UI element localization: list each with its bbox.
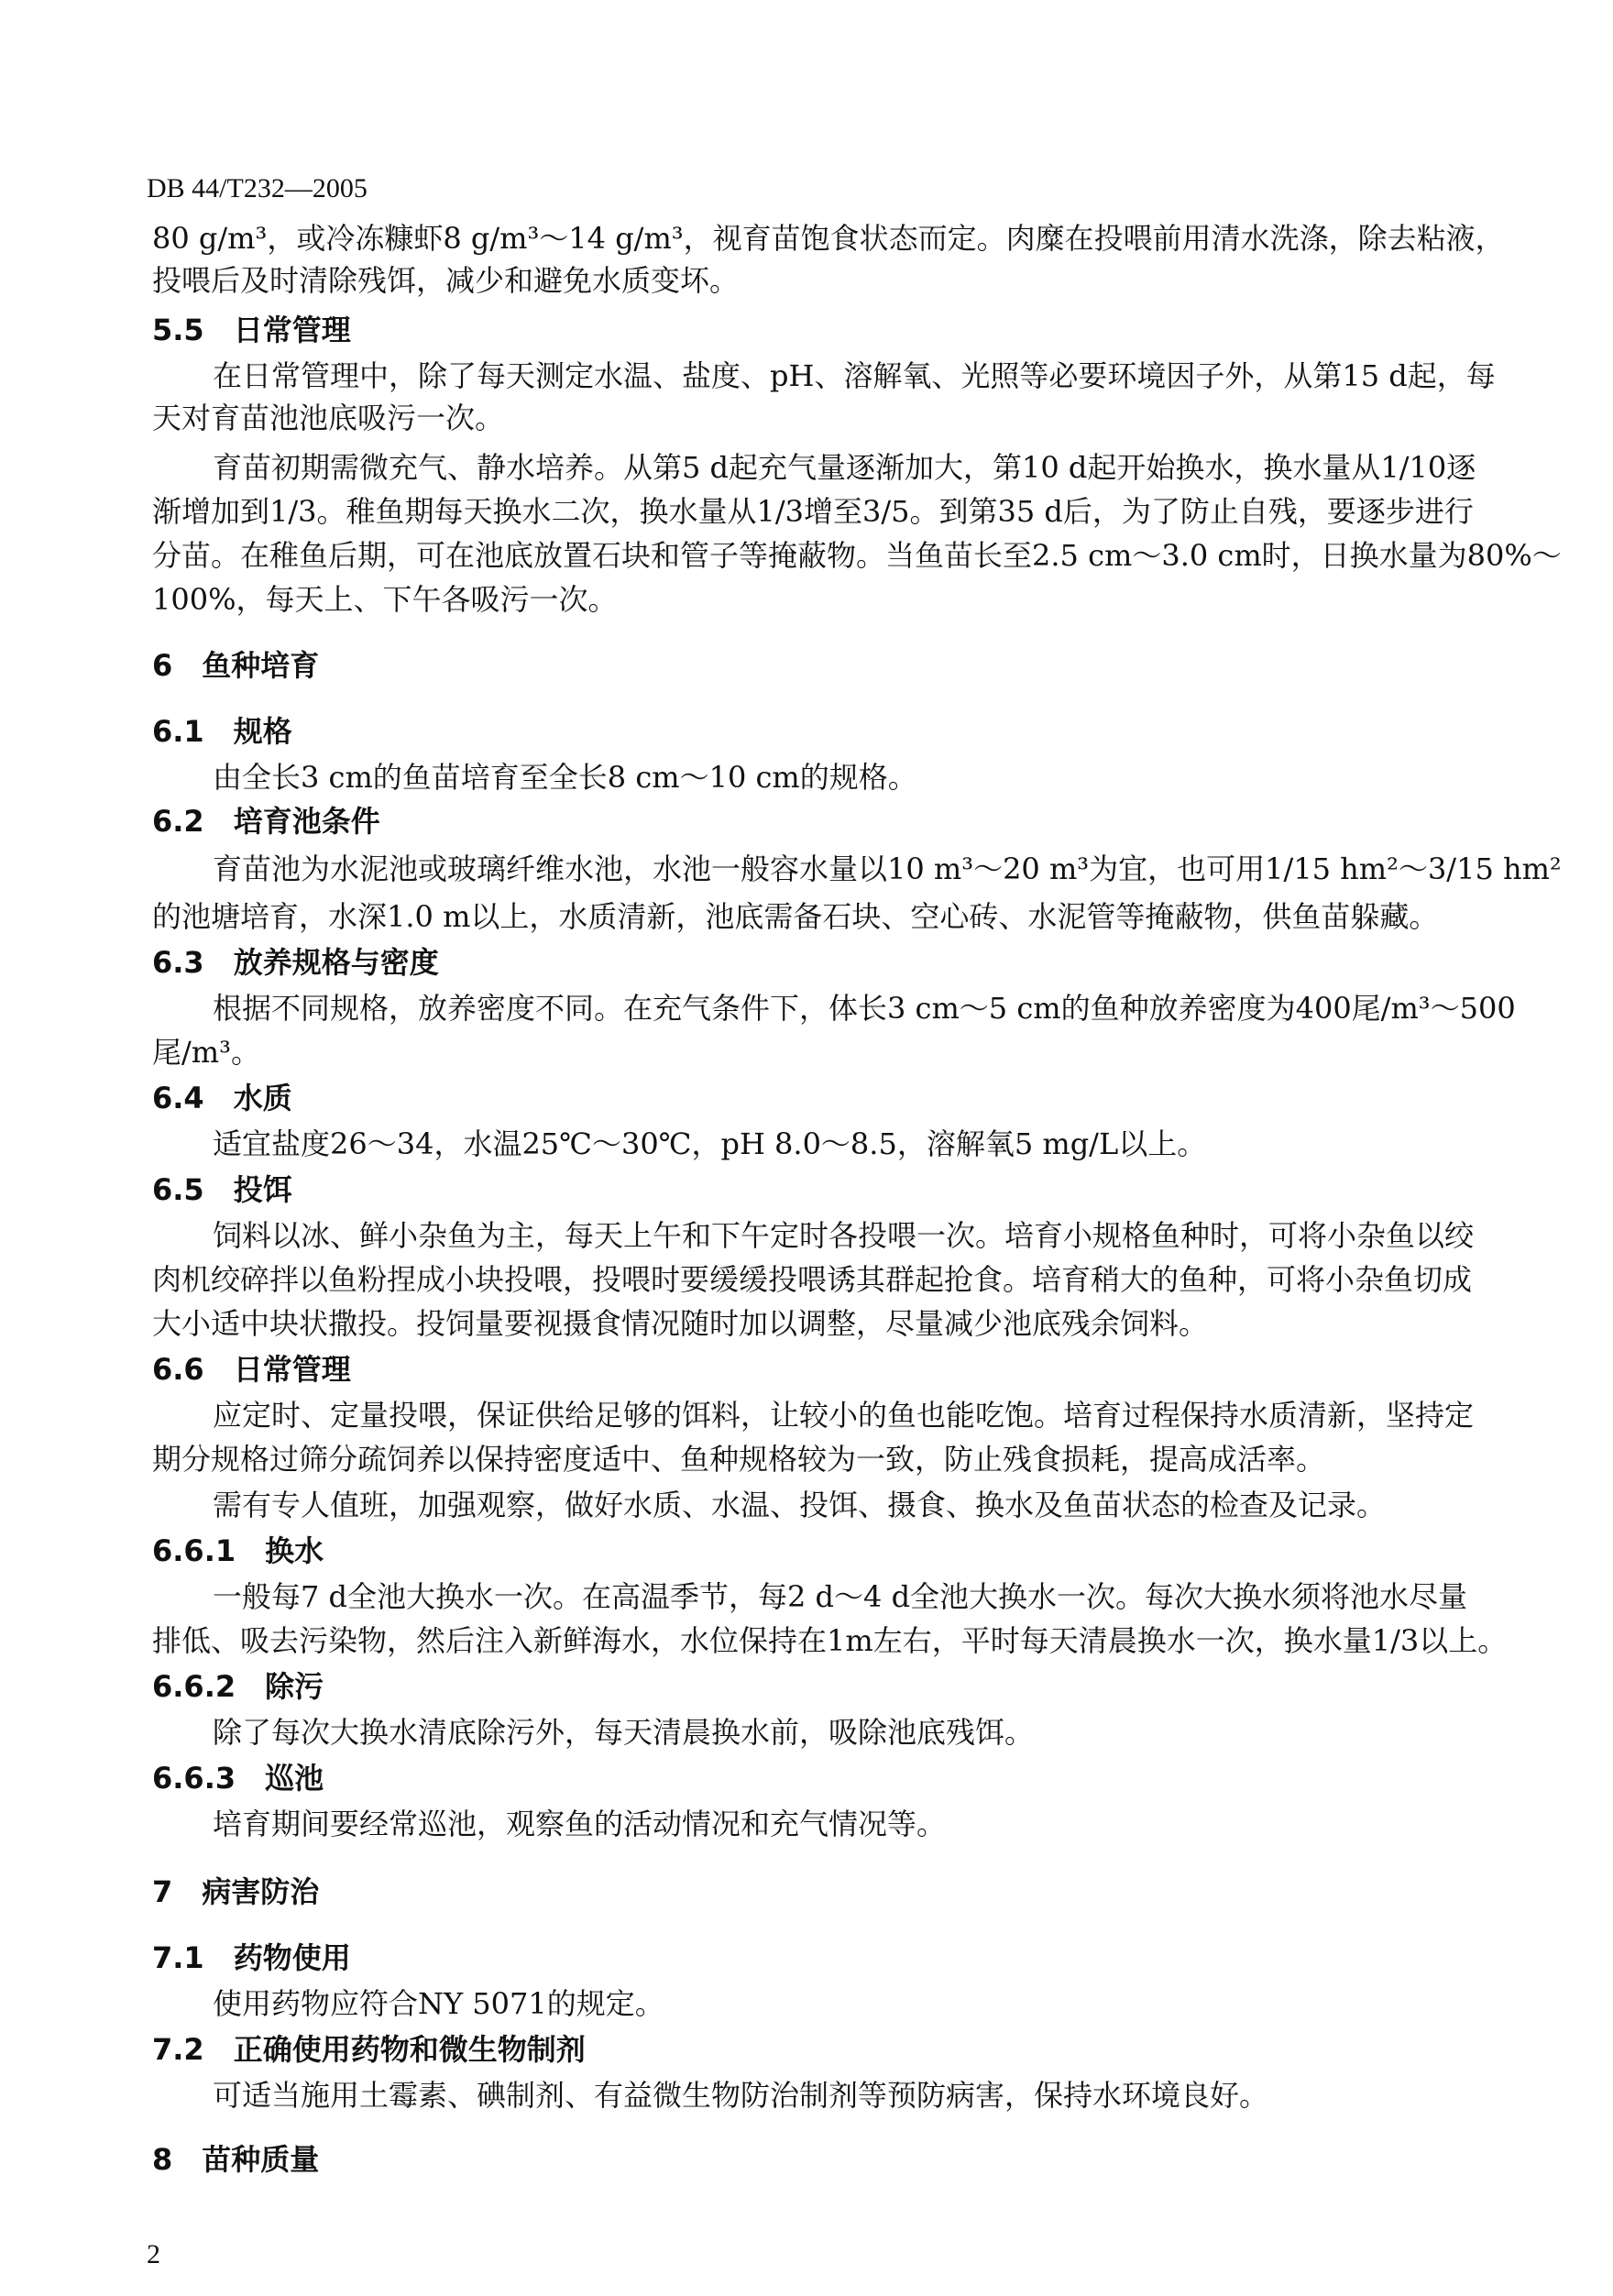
section-heading-6-5: 6.5 投饵 [152,1172,292,1207]
section-heading-6-3: 6.3 放养规格与密度 [152,945,439,980]
paragraph-line: 育苗初期需微充气、静水培养。从第5 d起充气量逐渐加大，第10 d起开始换水，换水量从1/10逐 [213,450,1476,485]
paragraph-line: 除了每次大换水清底除污外，每天清晨换水前，吸除池底残饵。 [213,1715,1035,1750]
paragraph-line: 根据不同规格，放养密度不同。在充气条件下，体长3 cm～5 cm的鱼种放养密度为400尾/m³～500 [213,991,1516,1026]
paragraph-line: 应定时、定量投喂，保证供给足够的饵料，让较小的鱼也能吃饱。培育过程保持水质清新，坚持定 [213,1398,1475,1433]
paragraph-line: 分苗。在稚鱼后期，可在池底放置石块和管子等掩蔽物。当鱼苗长至2.5 cm～3.0 cm时，日换水量为80%～ [152,538,1562,573]
paragraph-line: 大小适中块状撒投。投饲量要视摄食情况随时加以调整，尽量减少池底残余饲料。 [152,1306,1209,1341]
paragraph-line: 培育期间要经常巡池，观察鱼的活动情况和充气情况等。 [213,1807,947,1841]
paragraph-line: 尾/m³。 [152,1035,260,1070]
paragraph-line: 育苗池为水泥池或玻璃纤维水池，水池一般容水量以10 m³～20 m³为宜，也可用1/15 hm²～3/15 hm² [213,851,1562,886]
paragraph-line: 80 g/m³，或冷冻糠虾8 g/m³～14 g/m³，视育苗饱食状态而定。肉糜在投喂前用清水洗涤，除去粘液， [152,221,1505,256]
section-heading-6-2: 6.2 培育池条件 [152,804,380,839]
paragraph-line: 投喂后及时清除残饵，减少和避免水质变坏。 [152,263,740,298]
paragraph-line: 天对育苗池池底吸污一次。 [152,401,505,435]
section-heading-6: 6 鱼种培育 [152,648,320,683]
paragraph-line: 需有专人值班，加强观察，做好水质、水温、投饵、摄食、换水及鱼苗状态的检查及记录。 [213,1488,1387,1522]
paragraph-line: 在日常管理中，除了每天测定水温、盐度、pH、溶解氧、光照等必要环境因子外，从第15 d起，每 [213,358,1496,393]
paragraph-line: 由全长3 cm的鱼苗培育至全长8 cm～10 cm的规格。 [213,760,917,795]
section-heading-6-4: 6.4 水质 [152,1081,292,1115]
paragraph-line: 100%，每天上、下午各吸污一次。 [152,582,618,617]
section-heading-6-6-3: 6.6.3 巡池 [152,1761,324,1796]
paragraph-line: 适宜盐度26～34，水温25℃～30℃，pH 8.0～8.5，溶解氧5 mg/L以上。 [213,1126,1207,1161]
section-heading-5-5: 5.5 日常管理 [152,313,351,347]
section-heading-6-6-2: 6.6.2 除污 [152,1669,324,1704]
paragraph-line: 的池塘培育，水深1.0 m以上，水质清新，池底需备石块、空心砖、水泥管等掩蔽物，供鱼苗躲藏。 [152,899,1439,934]
section-heading-6-6-1: 6.6.1 换水 [152,1533,324,1568]
section-heading-7-1: 7.1 药物使用 [152,1940,351,1975]
page-number: 2 [147,2239,160,2269]
paragraph-line: 排低、吸去污染物，然后注入新鲜海水，水位保持在1m左右，平时每天清晨换水一次，换水量1/3以上。 [152,1623,1508,1658]
paragraph-line: 期分规格过筛分疏饲养以保持密度适中、鱼种规格较为一致，防止残食损耗，提高成活率。 [152,1442,1326,1477]
paragraph-line: 肉机绞碎拌以鱼粉捏成小块投喂，投喂时要缓缓投喂诱其群起抢食。培育稍大的鱼种，可将小杂鱼切成 [152,1262,1473,1297]
paragraph-line: 饲料以冰、鲜小杂鱼为主，每天上午和下午定时各投喂一次。培育小规格鱼种时，可将小杂鱼以绞 [213,1218,1475,1253]
paragraph-line: 使用药物应符合NY 5071的规定。 [213,1986,664,2021]
section-heading-8: 8 苗种质量 [152,2142,320,2177]
section-heading-7-2: 7.2 正确使用药物和微生物制剂 [152,2032,586,2067]
paragraph-line: 一般每7 d全池大换水一次。在高温季节，每2 d～4 d全池大换水一次。每次大换水须将池水尽量 [213,1579,1468,1614]
paragraph-line: 渐增加到1/3。稚鱼期每天换水二次，换水量从1/3增至3/5。到第35 d后，为了防止自残，要逐步进行 [152,494,1474,529]
section-heading-6-1: 6.1 规格 [152,714,292,749]
paragraph-line: 可适当施用土霉素、碘制剂、有益微生物防治制剂等预防病害，保持水环境良好。 [213,2078,1269,2113]
standard-code-header: DB 44/T232—2005 [147,173,368,203]
section-heading-7: 7 病害防治 [152,1874,320,1909]
section-heading-6-6: 6.6 日常管理 [152,1352,351,1387]
